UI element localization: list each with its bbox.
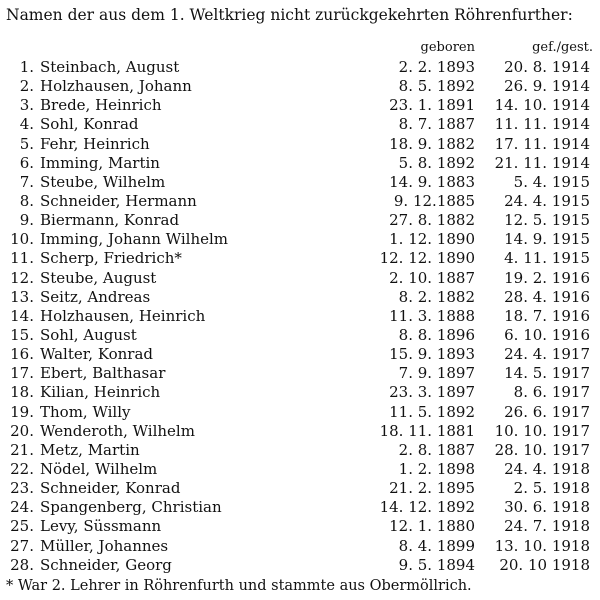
list-item [0, 345, 600, 364]
entry-name: Holzhausen, Johann [40, 77, 192, 96]
entry-number: 24. [10, 498, 34, 517]
list-item [0, 460, 600, 479]
names-list [0, 58, 600, 575]
entry-death-date: 19. 2. 1916 [504, 268, 590, 287]
entry-name: Schneider, Konrad [40, 479, 181, 498]
entry-death-date: 13. 10. 1918 [494, 536, 590, 555]
list-item [0, 77, 600, 96]
entry-born-date: 12. 12. 1890 [379, 249, 475, 268]
entry-born-date: 18. 11. 1881 [379, 421, 475, 440]
entry-death-date: 20. 10 1918 [499, 555, 590, 574]
entry-born-date: 23. 3. 1897 [389, 383, 475, 402]
list-item [0, 230, 600, 249]
list-item [0, 441, 600, 460]
entry-name: Thom, Willy [40, 402, 131, 421]
entry-number: 7. [19, 172, 34, 191]
entry-born-date: 8. 4. 1899 [398, 536, 475, 555]
entry-death-date: 14. 10. 1914 [494, 96, 590, 115]
entry-number: 23. [10, 479, 34, 498]
entry-death-date: 5. 4. 1915 [513, 172, 590, 191]
entry-number: 1. [19, 58, 34, 76]
list-item [0, 326, 600, 345]
entry-name: Kilian, Heinrich [40, 383, 161, 402]
entry-number: 20. [10, 421, 34, 440]
entry-name: Schneider, Georg [40, 555, 172, 574]
entry-born-date: 2. 2. 1893 [398, 58, 475, 76]
entry-name: Holzhausen, Heinrich [40, 306, 206, 325]
entry-number: 13. [10, 287, 34, 306]
entry-born-date: 1. 12. 1890 [389, 230, 475, 249]
entry-name: Biermann, Konrad [40, 211, 180, 230]
list-item [0, 364, 600, 383]
entry-death-date: 10. 10. 1917 [494, 421, 590, 440]
entry-death-date: 11. 11. 1914 [494, 115, 590, 134]
entry-born-date: 2. 10. 1887 [389, 268, 475, 287]
entry-name: Spangenberg, Christian [40, 498, 222, 517]
entry-born-date: 9. 12.1885 [393, 191, 475, 210]
entry-number: 16. [10, 345, 34, 364]
entry-number: 9. [19, 211, 34, 230]
list-item [0, 479, 600, 498]
entry-name: Levy, Süssmann [40, 517, 162, 536]
list-item [0, 307, 600, 326]
entry-born-date: 1. 2. 1898 [398, 459, 475, 478]
entry-born-date: 12. 1. 1880 [389, 517, 475, 536]
list-item [0, 58, 600, 77]
entry-number: 4. [19, 115, 34, 134]
entry-name: Imming, Johann Wilhelm [40, 230, 229, 249]
list-item [0, 383, 600, 402]
entry-name: Wenderoth, Wilhelm [40, 421, 195, 440]
entry-number: 11. [10, 249, 34, 268]
entry-death-date: 30. 6. 1918 [504, 498, 590, 517]
list-item [0, 498, 600, 517]
entry-death-date: 24. 4. 1918 [504, 459, 590, 478]
list-item [0, 211, 600, 230]
list-item [0, 173, 600, 192]
entry-born-date: 2. 8. 1887 [398, 440, 475, 459]
entry-number: 19. [10, 402, 34, 421]
entry-born-date: 9. 5. 1894 [398, 555, 475, 574]
entry-born-date: 7. 9. 1897 [398, 364, 475, 383]
entry-number: 21. [10, 440, 34, 459]
list-item [0, 517, 600, 536]
entry-death-date: 20. 8. 1914 [504, 58, 590, 76]
list-item [0, 135, 600, 154]
entry-number: 8. [19, 191, 34, 210]
entry-born-date: 21. 2. 1895 [389, 479, 475, 498]
entry-death-date: 14. 9. 1915 [504, 230, 590, 249]
entry-born-date: 8. 8. 1896 [398, 325, 475, 344]
entry-name: Fehr, Heinrich [40, 134, 150, 153]
entry-death-date: 24. 7. 1918 [504, 517, 590, 536]
entry-death-date: 28. 4. 1916 [504, 287, 590, 306]
entry-name: Seitz, Andreas [40, 287, 151, 306]
entry-number: 18. [10, 383, 34, 402]
entry-name: Steube, August [40, 268, 157, 287]
list-item [0, 269, 600, 288]
column-header-born: geboren [420, 40, 475, 55]
entry-name: Sohl, August [40, 325, 137, 344]
entry-death-date: 8. 6. 1917 [513, 383, 590, 402]
entry-name: Sohl, Konrad [40, 115, 139, 134]
entry-death-date: 28. 10. 1917 [494, 440, 590, 459]
entry-name: Schneider, Hermann [40, 191, 197, 210]
list-item [0, 556, 600, 575]
entry-number: 27. [10, 536, 34, 555]
entry-number: 5. [19, 134, 34, 153]
entry-born-date: 5. 8. 1892 [398, 153, 475, 172]
entry-death-date: 24. 4. 1915 [504, 191, 590, 210]
entry-number: 2. [19, 77, 34, 96]
entry-born-date: 23. 1. 1891 [389, 96, 475, 115]
entry-death-date: 26. 9. 1914 [504, 77, 590, 96]
entry-death-date: 12. 5. 1915 [504, 211, 590, 230]
entry-born-date: 8. 5. 1892 [398, 77, 475, 96]
list-item [0, 154, 600, 173]
list-item [0, 115, 600, 134]
entry-death-date: 6. 10. 1916 [504, 325, 590, 344]
entry-born-date: 27. 8. 1882 [389, 211, 475, 230]
entry-born-date: 15. 9. 1893 [389, 345, 475, 364]
footnote: * War 2. Lehrer in Röhrenfurth und stammte aus Obermöllrich. [6, 578, 472, 594]
entry-born-date: 8. 7. 1887 [398, 115, 475, 134]
entry-death-date: 2. 5. 1918 [513, 479, 590, 498]
list-item [0, 403, 600, 422]
page-title: Namen der aus dem 1. Weltkrieg nicht zurückgekehrten Röhrenfurther: [6, 6, 573, 24]
entry-name: Nödel, Wilhelm [40, 459, 158, 478]
entry-number: 14. [10, 306, 34, 325]
entry-name: Metz, Martin [40, 440, 140, 459]
entry-number: 25. [10, 517, 34, 536]
entry-name: Ebert, Balthasar [40, 364, 166, 383]
entry-death-date: 24. 4. 1917 [504, 345, 590, 364]
entry-born-date: 11. 5. 1892 [389, 402, 475, 421]
entry-number: 12. [10, 268, 34, 287]
entry-number: 17. [10, 364, 34, 383]
entry-born-date: 14. 9. 1883 [389, 172, 475, 191]
list-item [0, 537, 600, 556]
entry-death-date: 21. 11. 1914 [494, 153, 590, 172]
entry-born-date: 18. 9. 1882 [389, 134, 475, 153]
entry-name: Walter, Konrad [40, 345, 154, 364]
entry-name: Scherp, Friedrich* [40, 249, 182, 268]
entry-number: 22. [10, 459, 34, 478]
list-item [0, 96, 600, 115]
list-item [0, 422, 600, 441]
list-item [0, 192, 600, 211]
column-header-died: gef./gest. [532, 40, 593, 55]
entry-number: 6. [19, 153, 34, 172]
entry-name: Müller, Johannes [40, 536, 169, 555]
list-item [0, 288, 600, 307]
entry-name: Brede, Heinrich [40, 96, 162, 115]
entry-number: 15. [10, 325, 34, 344]
entry-name: Imming, Martin [40, 153, 160, 172]
entry-born-date: 8. 2. 1882 [398, 287, 475, 306]
entry-born-date: 11. 3. 1888 [389, 306, 475, 325]
entry-death-date: 14. 5. 1917 [504, 364, 590, 383]
entry-death-date: 17. 11. 1914 [494, 134, 590, 153]
entry-name: Steube, Wilhelm [40, 172, 166, 191]
entry-death-date: 4. 11. 1915 [504, 249, 590, 268]
entry-number: 3. [19, 96, 34, 115]
entry-number: 28. [10, 555, 34, 574]
entry-name: Steinbach, August [40, 58, 180, 76]
entry-born-date: 14. 12. 1892 [379, 498, 475, 517]
list-item [0, 249, 600, 268]
entry-number: 10. [10, 230, 34, 249]
entry-death-date: 26. 6. 1917 [504, 402, 590, 421]
entry-death-date: 18. 7. 1916 [504, 306, 590, 325]
